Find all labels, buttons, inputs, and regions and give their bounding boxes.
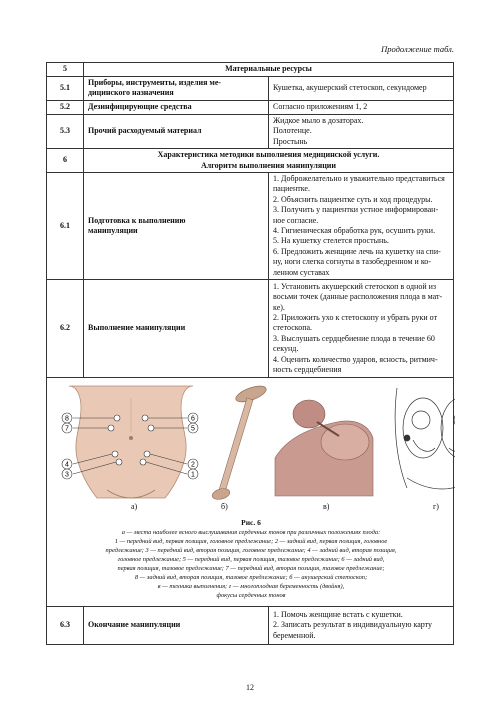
text-line: Выполнение манипуляции — [88, 323, 186, 333]
text-line: беременной. — [273, 630, 316, 640]
section-title — [84, 149, 454, 173]
point-marker — [114, 415, 120, 421]
text-line: 2. Записать результат в индивидуальную карту — [273, 620, 433, 630]
text-line: 3. Получить у пациентки устное информирован- — [273, 205, 439, 215]
point-label: 7 — [65, 425, 69, 433]
text-line: 1. Помочь женщине встать с кушетки. — [273, 609, 403, 619]
point-label: 3 — [65, 471, 69, 479]
table-row — [47, 100, 454, 114]
table-row — [47, 77, 454, 101]
figure-letter: б) — [221, 502, 228, 512]
point-marker — [108, 425, 114, 431]
row-number: 5.3 — [47, 114, 84, 148]
text-line: стетоскопа. — [273, 323, 313, 333]
text-line: 3. Выслушать сердцебиение плода в течение 60 — [273, 333, 435, 343]
text-line: Окончание манипуляции — [88, 620, 181, 630]
text-line: Прочий расходуемый материал — [88, 126, 202, 136]
point-marker — [142, 415, 148, 421]
row-name — [84, 114, 269, 148]
text-line: а — места наиболее ясного выслушивания сердечных тонов при различных положениях плода: — [121, 529, 381, 537]
table-row — [47, 280, 454, 378]
point-label: 8 — [65, 415, 69, 423]
text-line: 1. Доброжелательно и уважительно представиться — [273, 174, 445, 184]
point-label: 4 — [65, 461, 69, 469]
row-value — [269, 77, 454, 101]
text-line: 4. Гигиеническая обработка рук, осушить руки. — [273, 226, 436, 236]
text-line: Полотенце. — [273, 126, 312, 136]
table-row — [47, 149, 454, 173]
row-number: 5 — [47, 63, 84, 77]
row-number: 6.2 — [47, 280, 84, 378]
row-name — [84, 280, 269, 378]
row-value — [269, 280, 454, 378]
text-line: в — техника выполнения; г — многоплодная беременность (двойня), — [157, 583, 345, 591]
text-line: 2. Приложить ухо к стетоскопу и убрать руки от — [273, 312, 438, 322]
row-number: 5.1 — [47, 77, 84, 101]
technique-illustration — [273, 384, 373, 496]
caption-text — [47, 528, 455, 600]
point-label: 2 — [191, 461, 195, 469]
row-value — [269, 114, 454, 148]
table-row — [47, 114, 454, 148]
table-row — [47, 63, 454, 77]
table-row — [47, 378, 454, 607]
text-line: Характеристика методики выполнения медицинской услуги. — [157, 150, 380, 160]
text-line: Кушетка, акушерский стетоскоп, секундомер — [273, 83, 427, 93]
row-name — [84, 173, 269, 280]
stethoscope-illustration — [211, 383, 268, 501]
text-line: ну, ноги слегка согнуты в тазобедренном и ко- — [273, 257, 431, 267]
figure-title: Рис. 6 — [241, 518, 261, 528]
text-line: Жидкое мыло в дозаторах. — [273, 115, 364, 125]
text-line: 5. На кушетку стелется простынь. — [273, 236, 389, 246]
figure-letter: а) — [131, 502, 138, 512]
point-label: 5 — [191, 425, 195, 433]
page-number: 12 — [246, 683, 254, 692]
text-line: Приборы, инструменты, изделия ме- — [88, 78, 222, 87]
text-line: 1. Установить акушерский стетоскоп в одной из — [273, 281, 437, 291]
figure-caption — [47, 518, 455, 600]
text-line: 1 — передний вид, первая позиция, головное предлежание; 2 — задний вид, первая позиция, головное — [114, 538, 388, 546]
text-line: Дезинфицирующие средства — [88, 102, 192, 112]
text-line: головное предлежание; 5 — передний вид, первая позиция, тазовое предлежание; 6 — задний вид, — [117, 556, 385, 564]
text-line: ленном суставах — [273, 267, 330, 277]
text-line: фокусы сердечных тонов — [216, 592, 286, 600]
text-line: секунд. — [273, 344, 299, 354]
text-line: манипуляции — [88, 226, 138, 236]
text-line: ке). — [273, 302, 285, 312]
table-row — [47, 173, 454, 280]
point-marker — [112, 451, 118, 457]
point-marker — [144, 451, 150, 457]
figure — [47, 378, 455, 606]
text-line: Подготовка к выполнению — [88, 215, 186, 225]
text-line: 4. Оценить количество ударов, ясность, ритмич- — [273, 354, 438, 364]
row-value — [269, 173, 454, 280]
row-number: 6.3 — [47, 607, 84, 645]
row-value — [269, 607, 454, 645]
row-number: 6 — [47, 149, 84, 173]
procedure-table — [46, 62, 454, 645]
row-name — [84, 77, 269, 101]
row-name — [84, 100, 269, 114]
point-label: 1 — [191, 471, 195, 479]
text-line: Простынь — [273, 136, 308, 146]
text-line: 2. Объяснить пациентке суть и ход процедуры. — [273, 194, 433, 204]
figure-cell — [47, 378, 454, 607]
point-label: 6 — [191, 415, 195, 423]
point-marker — [116, 459, 122, 465]
point-marker — [148, 425, 154, 431]
text-line: восьми точек (данные расположения плода в мат- — [273, 292, 443, 302]
text-line: Алгоритм выполнения манипуляции — [200, 160, 337, 170]
text-line: 6. Предложить женщине лечь на кушетку на спи- — [273, 246, 441, 256]
figure-illustrations — [47, 378, 455, 518]
continuation-note: Продолжение табл. — [381, 44, 454, 54]
twins-illustration — [395, 388, 455, 489]
text-line: пациентке. — [273, 184, 310, 194]
text-line: ность сердцебиения — [273, 365, 342, 375]
text-line: предлежание; 3 — передний вид, вторая позиция, головное предлежание; 4 — задний вид, вторая позиция, — [105, 547, 397, 555]
text-line: 8 — задний вид, вторая позиция, тазовое предлежание; б — акушерский стетоскоп; — [134, 574, 368, 582]
text-line: ное согласие. — [273, 215, 319, 225]
text-line: Согласно приложениям 1, 2 — [273, 102, 368, 112]
figure-letter: г) — [433, 502, 439, 512]
figure-letter: в) — [323, 502, 330, 512]
row-number: 6.1 — [47, 173, 84, 280]
row-value — [269, 100, 454, 114]
point-marker — [140, 459, 146, 465]
row-number: 5.2 — [47, 100, 84, 114]
torso-illustration — [69, 386, 193, 498]
text-line: первая позиция, тазовое предлежание; 7 — передний вид, вторая позиция, тазовое предлежание; — [117, 565, 385, 573]
row-name — [84, 607, 269, 645]
section-title: Материальные ресурсы — [84, 63, 454, 77]
text-line: дицинского назначения — [88, 88, 174, 98]
table-row — [47, 607, 454, 645]
